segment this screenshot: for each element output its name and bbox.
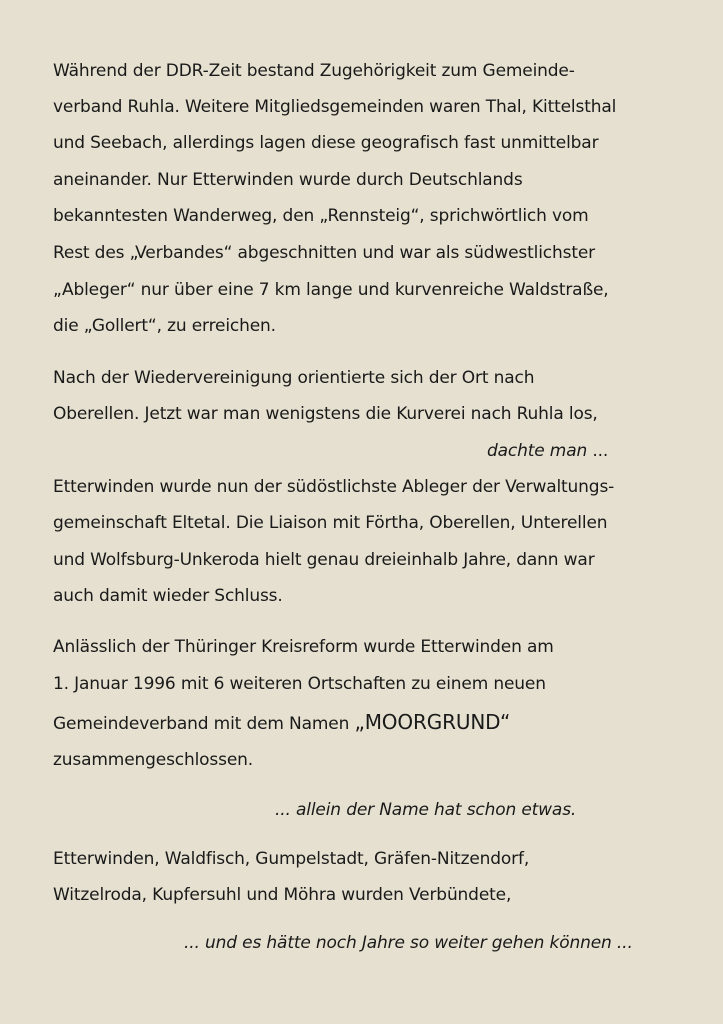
paragraph-1-line-3: und Seebach, allerdings lagen diese geografisch fast unmittelbar — [53, 133, 599, 153]
paragraph-3-line-4: auch damit wieder Schluss. — [53, 586, 283, 606]
paragraph-4-line-2: 1. Januar 1996 mit 6 weiteren Ortschaften zu einem neuen — [53, 674, 546, 694]
paragraph-4-line-3 — [53, 711, 510, 735]
paragraph-4-aside: ... allein der Name hat schon etwas. — [275, 800, 577, 820]
paragraph-3-line-2: gemeinschaft Eltetal. Die Liaison mit Förtha, Oberellen, Unterellen — [53, 513, 608, 533]
paragraph-1-line-6: Rest des „Verbandes“ abgeschnitten und war als südwestlichster — [53, 243, 595, 263]
paragraph-2-line-2: Oberellen. Jetzt war man wenigstens die Kurverei nach Ruhla los, — [53, 404, 598, 424]
paragraph-5-aside: ... und es hätte noch Jahre so weiter gehen können ... — [184, 933, 633, 953]
paragraph-5-line-2: Witzelroda, Kupfersuhl und Möhra wurden Verbündete, — [53, 885, 512, 905]
paragraph-3-line-1: Etterwinden wurde nun der südöstlichste Ableger der Verwaltungs- — [53, 477, 615, 497]
paragraph-2-aside — [487, 440, 608, 462]
paragraph-1-line-2: verband Ruhla. Weitere Mitgliedsgemeinden waren Thal, Kittelsthal — [53, 97, 617, 117]
moorgrund-name: „MOORGRUND“ — [354, 710, 511, 734]
paragraph-4-line-4: zusammengeschlossen. — [53, 750, 254, 770]
paragraph-1-line-8: die „Gollert“, zu erreichen. — [53, 316, 276, 336]
paragraph-1-line-4: aneinander. Nur Etterwinden wurde durch Deutschlands — [53, 170, 523, 190]
paragraph-5-line-1: Etterwinden, Waldfisch, Gumpelstadt, Gräfen-Nitzendorf, — [53, 849, 530, 869]
aside-ellipsis: ... — [587, 441, 609, 461]
paragraph-3-line-3: und Wolfsburg-Unkeroda hielt genau dreieinhalb Jahre, dann war — [53, 550, 595, 570]
paragraph-1-line-5: bekanntesten Wanderweg, den „Rennsteig“, sprichwörtlich vom — [53, 206, 589, 226]
paragraph-1-line-7: „Ableger“ nur über eine 7 km lange und kurvenreiche Waldstraße, — [53, 280, 609, 300]
paragraph-1-line-1: Während der DDR-Zeit bestand Zugehörigkeit zum Gemeinde- — [53, 61, 575, 81]
paragraph-2-line-1: Nach der Wiedervereinigung orientierte sich der Ort nach — [53, 368, 535, 388]
paragraph-4-line-1: Anlässlich der Thüringer Kreisreform wurde Etterwinden am — [53, 637, 554, 657]
aside-italic-text: dachte man — [487, 441, 588, 461]
line-3-prefix: Gemeindeverband mit dem Namen — [53, 714, 355, 734]
